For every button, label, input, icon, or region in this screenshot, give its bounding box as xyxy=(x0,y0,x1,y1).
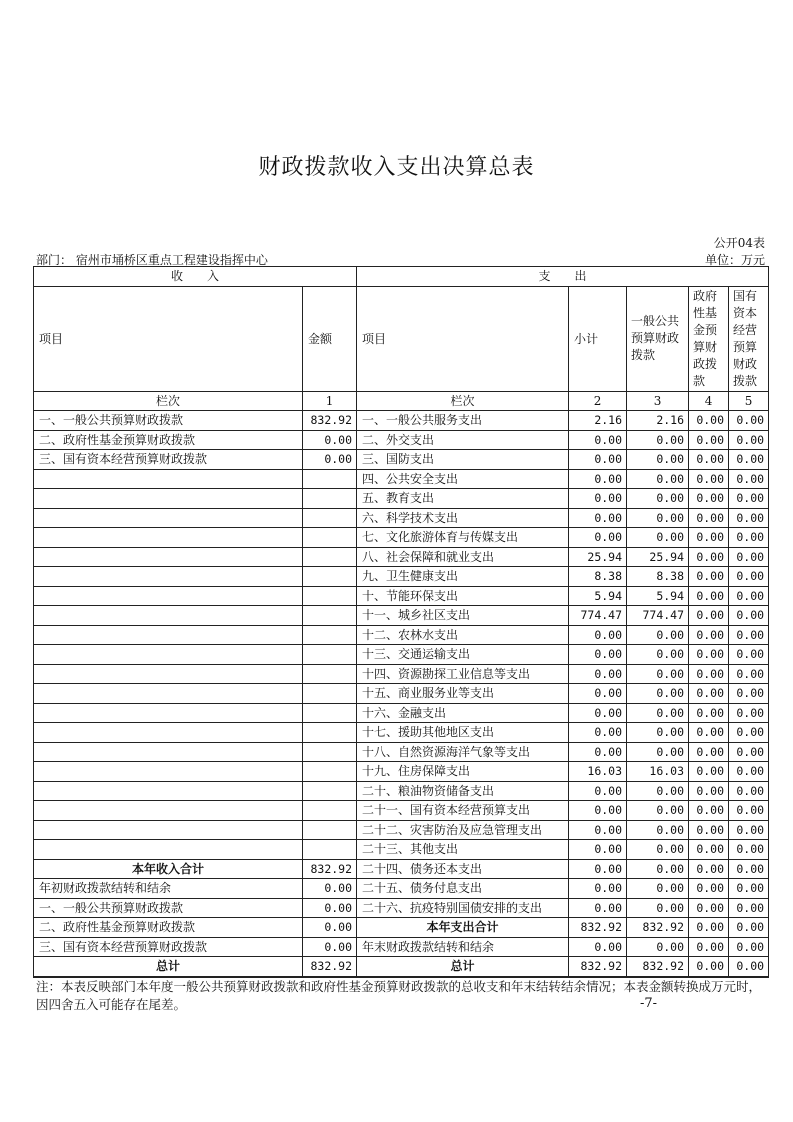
table-row xyxy=(34,762,769,782)
expense-subtotal: 832.92 xyxy=(569,957,627,977)
expense-subtotal: 0.00 xyxy=(569,898,627,918)
expense-state-capital: 0.00 xyxy=(729,450,769,470)
income-amount xyxy=(303,762,357,782)
expense-item: 十九、住房保障支出 xyxy=(357,762,569,782)
table-row xyxy=(34,918,769,938)
expense-gov-fund: 0.00 xyxy=(689,528,729,548)
expense-item: 十三、交通运输支出 xyxy=(357,645,569,665)
expense-state-capital: 0.00 xyxy=(729,469,769,489)
expense-item: 十四、资源勘探工业信息等支出 xyxy=(357,664,569,684)
expense-state-capital: 0.00 xyxy=(729,586,769,606)
expense-item: 二十四、债务还本支出 xyxy=(357,859,569,879)
expense-gov-fund: 0.00 xyxy=(689,840,729,860)
expense-gov-fund: 0.00 xyxy=(689,762,729,782)
income-amount xyxy=(303,684,357,704)
income-item xyxy=(34,606,303,626)
income-amount: 0.00 xyxy=(303,879,357,899)
expense-subtotal: 0.00 xyxy=(569,664,627,684)
expense-item: 四、公共安全支出 xyxy=(357,469,569,489)
expense-subtotal: 25.94 xyxy=(569,547,627,567)
income-amount xyxy=(303,567,357,587)
expense-state-capital: 0.00 xyxy=(729,762,769,782)
income-amount: 0.00 xyxy=(303,918,357,938)
income-item xyxy=(34,567,303,587)
income-amount: 832.92 xyxy=(303,957,357,977)
expense-general-budget: 0.00 xyxy=(627,664,689,684)
expense-gov-fund: 0.00 xyxy=(689,918,729,938)
income-amount xyxy=(303,606,357,626)
department-label: 部门： xyxy=(36,253,73,267)
expense-subtotal: 0.00 xyxy=(569,450,627,470)
expense-gov-fund: 0.00 xyxy=(689,625,729,645)
expense-state-capital: 0.00 xyxy=(729,547,769,567)
column-header-row xyxy=(34,286,769,391)
expense-item: 二十一、国有资本经营预算支出 xyxy=(357,801,569,821)
expense-general-budget: 0.00 xyxy=(627,742,689,762)
expense-item: 十六、金融支出 xyxy=(357,703,569,723)
income-amount: 0.00 xyxy=(303,937,357,957)
expense-state-capital: 0.00 xyxy=(729,411,769,431)
income-item: 二、政府性基金预算财政拨款 xyxy=(34,430,303,450)
income-item xyxy=(34,820,303,840)
expense-general-budget: 774.47 xyxy=(627,606,689,626)
expense-item: 五、教育支出 xyxy=(357,489,569,509)
expense-state-capital: 0.00 xyxy=(729,957,769,977)
income-item xyxy=(34,723,303,743)
table-row xyxy=(34,684,769,704)
table-body xyxy=(34,411,769,977)
expense-item: 十八、自然资源海洋气象等支出 xyxy=(357,742,569,762)
expense-general-budget: 0.00 xyxy=(627,781,689,801)
expense-state-capital: 0.00 xyxy=(729,645,769,665)
income-item xyxy=(34,840,303,860)
table-row xyxy=(34,957,769,977)
expense-gov-fund: 0.00 xyxy=(689,586,729,606)
expense-subtotal: 832.92 xyxy=(569,918,627,938)
expense-general-budget: 0.00 xyxy=(627,898,689,918)
expense-state-capital: 0.00 xyxy=(729,820,769,840)
income-amount xyxy=(303,625,357,645)
table-row xyxy=(34,898,769,918)
expense-state-capital: 0.00 xyxy=(729,508,769,528)
expense-item: 十一、城乡社区支出 xyxy=(357,606,569,626)
table-row xyxy=(34,859,769,879)
expense-item: 三、国防支出 xyxy=(357,450,569,470)
expense-general-budget: 0.00 xyxy=(627,840,689,860)
table-row xyxy=(34,723,769,743)
expense-subtotal: 2.16 xyxy=(569,411,627,431)
expense-state-capital: 0.00 xyxy=(729,781,769,801)
expense-general-budget: 25.94 xyxy=(627,547,689,567)
table-row xyxy=(34,586,769,606)
income-item: 三、国有资本经营预算财政拨款 xyxy=(34,450,303,470)
table-row xyxy=(34,508,769,528)
expense-state-capital: 0.00 xyxy=(729,664,769,684)
expense-state-capital: 0.00 xyxy=(729,898,769,918)
income-amount xyxy=(303,781,357,801)
table-row xyxy=(34,645,769,665)
expense-gov-fund: 0.00 xyxy=(689,684,729,704)
income-item xyxy=(34,586,303,606)
expense-general-budget: 0.00 xyxy=(627,684,689,704)
expense-general-budget: 832.92 xyxy=(627,957,689,977)
form-number: 公开04表 xyxy=(713,236,765,250)
expense-general-budget: 0.00 xyxy=(627,528,689,548)
income-item xyxy=(34,762,303,782)
expense-subtotal: 8.38 xyxy=(569,567,627,587)
expense-item: 六、科学技术支出 xyxy=(357,508,569,528)
col-index-4: 4 xyxy=(689,391,729,411)
expense-subtotal: 0.00 xyxy=(569,742,627,762)
expense-gov-fund: 0.00 xyxy=(689,820,729,840)
expense-state-capital: 0.00 xyxy=(729,489,769,509)
income-item xyxy=(34,801,303,821)
expense-state-capital: 0.00 xyxy=(729,723,769,743)
expense-item: 九、卫生健康支出 xyxy=(357,567,569,587)
expense-item: 总计 xyxy=(357,957,569,977)
expense-general-budget: 5.94 xyxy=(627,586,689,606)
income-amount xyxy=(303,820,357,840)
expense-state-capital: 0.00 xyxy=(729,606,769,626)
expense-subtotal: 0.00 xyxy=(569,820,627,840)
expense-subtotal: 0.00 xyxy=(569,430,627,450)
expense-subtotal: 0.00 xyxy=(569,489,627,509)
expense-state-capital: 0.00 xyxy=(729,918,769,938)
col-index-1: 1 xyxy=(303,391,357,411)
col-label: 栏次 xyxy=(34,391,303,411)
expense-item: 二十六、抗疫特别国债安排的支出 xyxy=(357,898,569,918)
table-row xyxy=(34,664,769,684)
expense-general-budget: 832.92 xyxy=(627,918,689,938)
expense-gov-fund: 0.00 xyxy=(689,430,729,450)
table-row xyxy=(34,820,769,840)
expense-section-header: 支 出 xyxy=(357,267,769,287)
expense-subtotal: 5.94 xyxy=(569,586,627,606)
income-amount: 832.92 xyxy=(303,411,357,431)
expense-gov-fund: 0.00 xyxy=(689,489,729,509)
income-amount xyxy=(303,703,357,723)
expense-gov-fund: 0.00 xyxy=(689,411,729,431)
income-item xyxy=(34,742,303,762)
income-item: 一、一般公共预算财政拨款 xyxy=(34,898,303,918)
table-row xyxy=(34,450,769,470)
expense-item: 一、一般公共服务支出 xyxy=(357,411,569,431)
income-item xyxy=(34,489,303,509)
expense-gov-fund: 0.00 xyxy=(689,879,729,899)
col-index-2: 2 xyxy=(569,391,627,411)
expense-item: 十五、商业服务业等支出 xyxy=(357,684,569,704)
col-index-3: 3 xyxy=(627,391,689,411)
general-budget-header: 一般公共预算财政拨款 xyxy=(627,286,689,391)
expense-gov-fund: 0.00 xyxy=(689,664,729,684)
expense-general-budget: 0.00 xyxy=(627,625,689,645)
expense-gov-fund: 0.00 xyxy=(689,937,729,957)
income-section-header: 收 入 xyxy=(34,267,357,287)
expense-subtotal: 0.00 xyxy=(569,859,627,879)
expense-subtotal: 0.00 xyxy=(569,801,627,821)
expense-subtotal: 0.00 xyxy=(569,528,627,548)
expense-state-capital: 0.00 xyxy=(729,625,769,645)
unit-label: 单位：万元 xyxy=(704,253,765,267)
table-row xyxy=(34,801,769,821)
expense-gov-fund: 0.00 xyxy=(689,450,729,470)
expense-subtotal: 0.00 xyxy=(569,508,627,528)
income-item: 本年收入合计 xyxy=(34,859,303,879)
income-amount xyxy=(303,742,357,762)
income-item xyxy=(34,625,303,645)
income-item: 三、国有资本经营预算财政拨款 xyxy=(34,937,303,957)
expense-subtotal: 0.00 xyxy=(569,703,627,723)
income-item xyxy=(34,469,303,489)
expense-subtotal: 0.00 xyxy=(569,937,627,957)
expense-general-budget: 8.38 xyxy=(627,567,689,587)
income-item xyxy=(34,664,303,684)
expense-general-budget: 0.00 xyxy=(627,723,689,743)
income-amount xyxy=(303,840,357,860)
expense-subtotal: 0.00 xyxy=(569,469,627,489)
expense-item: 二十二、灾害防治及应急管理支出 xyxy=(357,820,569,840)
expense-general-budget: 0.00 xyxy=(627,703,689,723)
appropriation-table xyxy=(33,266,769,978)
income-item xyxy=(34,703,303,723)
column-index-row xyxy=(34,391,769,411)
income-amount xyxy=(303,528,357,548)
expense-general-budget: 0.00 xyxy=(627,430,689,450)
table-row xyxy=(34,489,769,509)
expense-general-budget: 0.00 xyxy=(627,859,689,879)
expense-state-capital: 0.00 xyxy=(729,528,769,548)
expense-general-budget: 0.00 xyxy=(627,820,689,840)
income-item: 总计 xyxy=(34,957,303,977)
expense-state-capital: 0.00 xyxy=(729,684,769,704)
expense-gov-fund: 0.00 xyxy=(689,898,729,918)
expense-item: 十七、援助其他地区支出 xyxy=(357,723,569,743)
table-row xyxy=(34,411,769,431)
expense-general-budget: 2.16 xyxy=(627,411,689,431)
expense-state-capital: 0.00 xyxy=(729,840,769,860)
table-row xyxy=(34,742,769,762)
income-amount: 832.92 xyxy=(303,859,357,879)
income-item: 一、一般公共预算财政拨款 xyxy=(34,411,303,431)
table-row xyxy=(34,430,769,450)
col-label-expense: 栏次 xyxy=(357,391,569,411)
expense-general-budget: 0.00 xyxy=(627,450,689,470)
income-amount: 0.00 xyxy=(303,450,357,470)
income-amount xyxy=(303,469,357,489)
expense-item: 二、外交支出 xyxy=(357,430,569,450)
expense-item-header: 项目 xyxy=(357,286,569,391)
income-amount-header: 金额 xyxy=(303,286,357,391)
table-row xyxy=(34,567,769,587)
expense-state-capital: 0.00 xyxy=(729,801,769,821)
income-amount xyxy=(303,547,357,567)
income-amount xyxy=(303,645,357,665)
income-item xyxy=(34,508,303,528)
state-capital-header: 国有资本经营预算财政拨款 xyxy=(729,286,769,391)
income-amount: 0.00 xyxy=(303,898,357,918)
expense-gov-fund: 0.00 xyxy=(689,801,729,821)
table-row xyxy=(34,937,769,957)
table-row xyxy=(34,840,769,860)
income-amount xyxy=(303,723,357,743)
expense-item: 二十、粮油物资储备支出 xyxy=(357,781,569,801)
expense-item: 七、文化旅游体育与传媒支出 xyxy=(357,528,569,548)
gov-fund-header: 政府性基金预算财政拨款 xyxy=(689,286,729,391)
expense-subtotal: 0.00 xyxy=(569,684,627,704)
expense-general-budget: 0.00 xyxy=(627,937,689,957)
page-number: -7- xyxy=(640,996,658,1011)
expense-gov-fund: 0.00 xyxy=(689,508,729,528)
expense-general-budget: 0.00 xyxy=(627,801,689,821)
expense-subtotal: 0.00 xyxy=(569,645,627,665)
income-item: 年初财政拨款结转和结余 xyxy=(34,879,303,899)
col-index-5: 5 xyxy=(729,391,769,411)
expense-item: 二十五、债务付息支出 xyxy=(357,879,569,899)
expense-state-capital: 0.00 xyxy=(729,879,769,899)
section-header-row xyxy=(34,267,769,287)
income-item: 二、政府性基金预算财政拨款 xyxy=(34,918,303,938)
expense-state-capital: 0.00 xyxy=(729,937,769,957)
expense-general-budget: 0.00 xyxy=(627,508,689,528)
table-row xyxy=(34,879,769,899)
expense-subtotal: 0.00 xyxy=(569,625,627,645)
expense-state-capital: 0.00 xyxy=(729,430,769,450)
income-item xyxy=(34,547,303,567)
expense-gov-fund: 0.00 xyxy=(689,547,729,567)
expense-gov-fund: 0.00 xyxy=(689,469,729,489)
expense-item: 年末财政拨款结转和结余 xyxy=(357,937,569,957)
income-item xyxy=(34,781,303,801)
expense-general-budget: 0.00 xyxy=(627,645,689,665)
expense-state-capital: 0.00 xyxy=(729,567,769,587)
expense-subtotal: 0.00 xyxy=(569,781,627,801)
table-row xyxy=(34,703,769,723)
expense-state-capital: 0.00 xyxy=(729,859,769,879)
income-item-header: 项目 xyxy=(34,286,303,391)
expense-general-budget: 0.00 xyxy=(627,489,689,509)
expense-subtotal: 774.47 xyxy=(569,606,627,626)
expense-general-budget: 16.03 xyxy=(627,762,689,782)
expense-item: 十二、农林水支出 xyxy=(357,625,569,645)
expense-subtotal: 16.03 xyxy=(569,762,627,782)
expense-subtotal: 0.00 xyxy=(569,879,627,899)
expense-subtotal: 0.00 xyxy=(569,840,627,860)
expense-gov-fund: 0.00 xyxy=(689,645,729,665)
income-item xyxy=(34,684,303,704)
expense-state-capital: 0.00 xyxy=(729,742,769,762)
expense-state-capital: 0.00 xyxy=(729,703,769,723)
subtotal-header: 小计 xyxy=(569,286,627,391)
expense-gov-fund: 0.00 xyxy=(689,742,729,762)
income-amount xyxy=(303,801,357,821)
income-amount xyxy=(303,586,357,606)
income-amount: 0.00 xyxy=(303,430,357,450)
expense-gov-fund: 0.00 xyxy=(689,606,729,626)
table-row xyxy=(34,606,769,626)
expense-gov-fund: 0.00 xyxy=(689,703,729,723)
expense-gov-fund: 0.00 xyxy=(689,859,729,879)
income-item xyxy=(34,645,303,665)
expense-gov-fund: 0.00 xyxy=(689,723,729,743)
income-amount xyxy=(303,489,357,509)
table-row xyxy=(34,528,769,548)
income-amount xyxy=(303,508,357,528)
page-title: 财政拨款收入支出决算总表 xyxy=(258,155,535,180)
expense-gov-fund: 0.00 xyxy=(689,781,729,801)
expense-general-budget: 0.00 xyxy=(627,469,689,489)
table-row xyxy=(34,469,769,489)
expense-item: 八、社会保障和就业支出 xyxy=(357,547,569,567)
table-row xyxy=(34,547,769,567)
income-item xyxy=(34,528,303,548)
expense-general-budget: 0.00 xyxy=(627,879,689,899)
department-name: 宿州市埇桥区重点工程建设指挥中心 xyxy=(75,253,268,267)
income-amount xyxy=(303,664,357,684)
expense-item: 本年支出合计 xyxy=(357,918,569,938)
table-row xyxy=(34,625,769,645)
expense-item: 十、节能环保支出 xyxy=(357,586,569,606)
expense-item: 二十三、其他支出 xyxy=(357,840,569,860)
expense-subtotal: 0.00 xyxy=(569,723,627,743)
table-row xyxy=(34,781,769,801)
expense-gov-fund: 0.00 xyxy=(689,567,729,587)
expense-gov-fund: 0.00 xyxy=(689,957,729,977)
footnote: 注：本表反映部门本年度一般公共预算财政拨款和政府性基金预算财政拨款的总收支和年末结转结余情况；本表金额转换成万元时，因四舍五入可能存在尾差。 xyxy=(36,979,762,1012)
